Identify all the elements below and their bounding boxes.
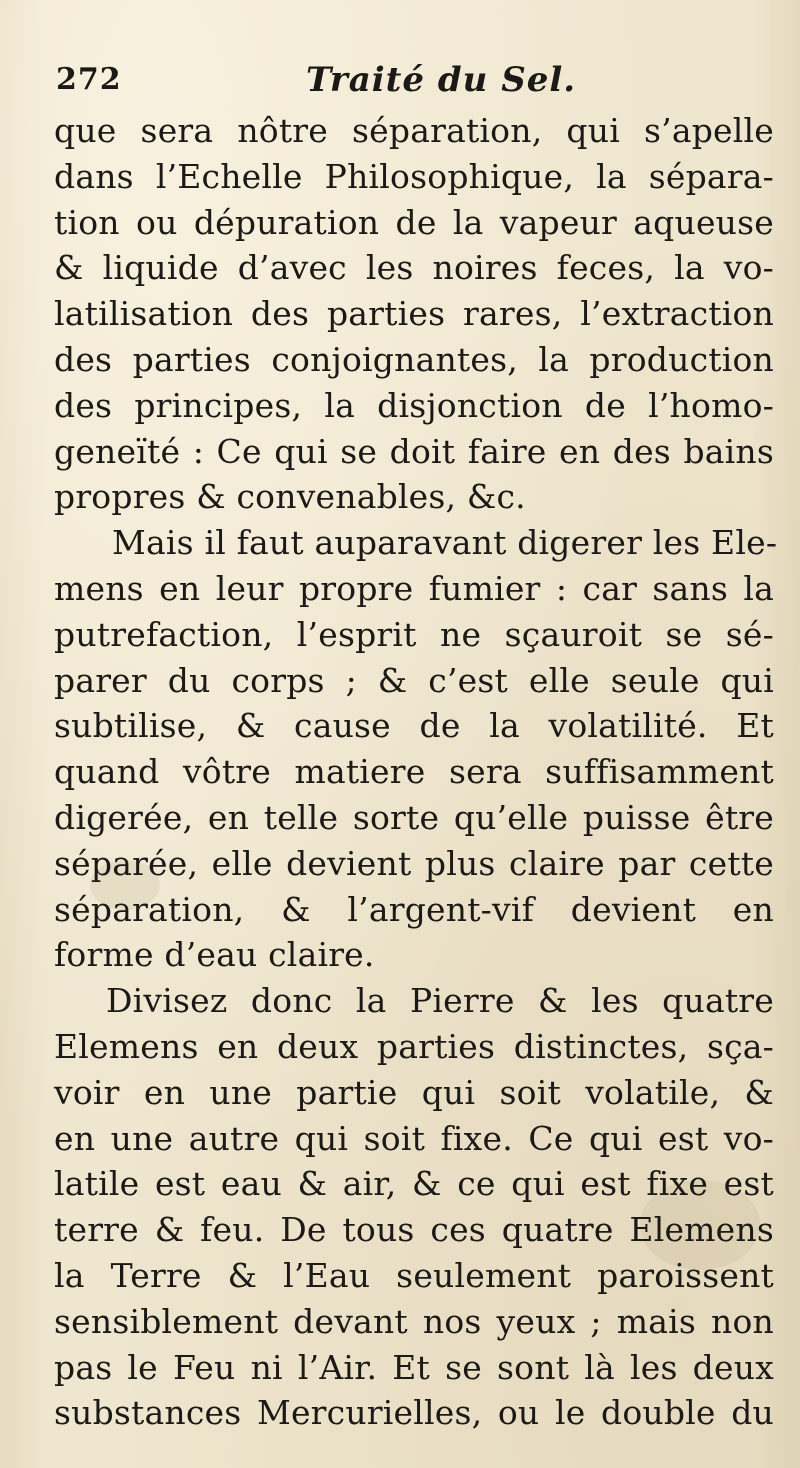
text-line: geneïté : Ce qui se doit faire en des bains bbox=[54, 431, 774, 471]
text-line: parer du corps ; & c’est elle seule qui bbox=[54, 660, 774, 700]
running-title: Traité du Sel. bbox=[306, 60, 577, 100]
text-line: Divisez donc la Pierre & les quatre bbox=[106, 981, 774, 1021]
text-line: forme d’eau claire. bbox=[54, 935, 375, 975]
text-line: séparation, & l’argent-vif devient en bbox=[54, 889, 774, 929]
page-number: 272 bbox=[56, 62, 122, 97]
text-line: mens en leur propre fumier : car sans la bbox=[54, 568, 774, 608]
body-text bbox=[54, 108, 778, 1436]
text-line: en une autre qui soit fixe. Ce qui est vo- bbox=[54, 1118, 774, 1158]
text-line: terre & feu. De tous ces quatre Elemens bbox=[54, 1210, 774, 1250]
text-line: substances Mercurielles, ou le double du bbox=[54, 1393, 774, 1433]
text-line: latile est eau & air, & ce qui est fixe est bbox=[54, 1164, 774, 1204]
text-line: latilisation des parties rares, l’extraction bbox=[54, 294, 774, 334]
running-head bbox=[56, 62, 756, 112]
text-line: dans l’Echelle Philosophique, la sépara- bbox=[54, 156, 774, 196]
text-line: la Terre & l’Eau seulement paroissent bbox=[54, 1255, 774, 1295]
text-line: digerée, en telle sorte qu’elle puisse être bbox=[54, 797, 774, 837]
text-line: subtilise, & cause de la volatilité. Et bbox=[54, 706, 774, 746]
text-line: Mais il faut auparavant digerer les Ele- bbox=[112, 523, 778, 563]
text-line: séparée, elle devient plus claire par cette bbox=[54, 843, 774, 883]
text-line: putrefaction, l’esprit ne sçauroit se sé- bbox=[54, 614, 774, 654]
text-line: que sera nôtre séparation, qui s’apelle bbox=[54, 111, 774, 150]
text-line: & liquide d’avec les noires feces, la vo- bbox=[54, 248, 774, 288]
text-line: des principes, la disjonction de l’homo- bbox=[54, 385, 774, 425]
text-line: tion ou dépuration de la vapeur aqueuse bbox=[54, 202, 774, 242]
text-line: quand vôtre matiere sera suffisamment bbox=[54, 752, 774, 792]
text-line: des parties conjoignantes, la production bbox=[54, 339, 774, 379]
text-line: Elemens en deux parties distinctes, sça- bbox=[54, 1026, 774, 1066]
text-line: pas le Feu ni l’Air. Et se sont là les deux bbox=[54, 1347, 774, 1387]
text-line: sensiblement devant nos yeux ; mais non bbox=[54, 1301, 774, 1341]
text-line: propres & convenables, &c. bbox=[54, 477, 526, 517]
text-line: voir en une partie qui soit volatile, & bbox=[54, 1072, 774, 1112]
